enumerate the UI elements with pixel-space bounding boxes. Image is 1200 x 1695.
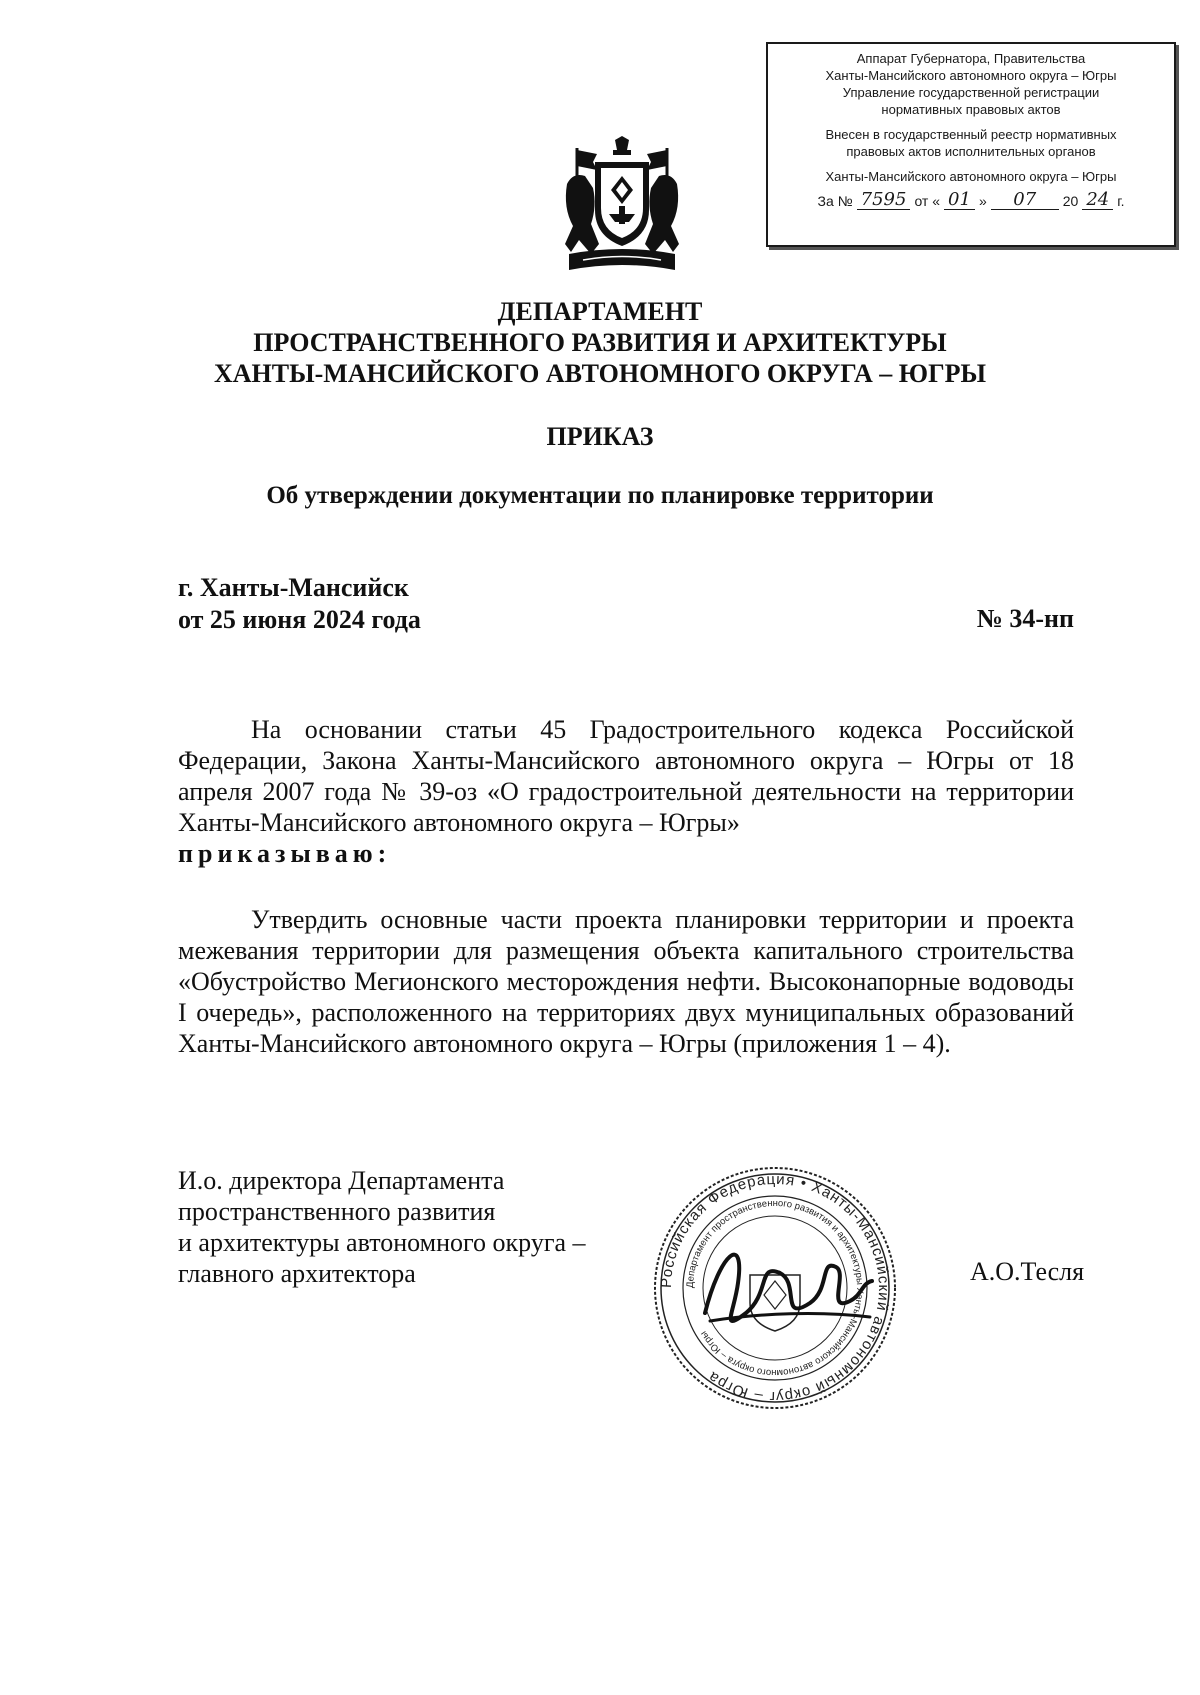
dept-line: ПРОСТРАНСТВЕННОГО РАЗВИТИЯ И АРХИТЕКТУРЫ <box>253 328 947 357</box>
coat-of-arms-icon <box>563 136 681 276</box>
stamp-line: Ханты-Мансийского автономного округа – Югры <box>825 68 1117 83</box>
reg-year-prefix: 20 <box>1062 193 1079 209</box>
reg-year-suffix: 24 <box>1082 191 1113 210</box>
stamp-line: Внесен в государственный реестр нормативных <box>825 127 1117 142</box>
order-subject: Об утверждении документации по планировке территории <box>266 482 934 509</box>
order-title: ПРИКАЗ <box>546 422 654 451</box>
stamp-line: Аппарат Губернатора, Правительства <box>856 51 1086 66</box>
official-seal <box>650 1163 900 1413</box>
department-heading <box>0 296 1200 389</box>
stamp-line: Управление государственной регистрации <box>842 85 1100 100</box>
signatory-title <box>178 1165 586 1289</box>
signatory-title-line: пространственного развития <box>178 1197 496 1226</box>
reg-num-prefix: За № <box>817 193 853 209</box>
order-paragraph: Утвердить основные части проекта планировки территории и проекта межевания территории для размещения объекта капитального строительства «Обустройство Мегионского месторождения нефти. Высоконапорные водоводы I очередь», расположенного на территориях двух муниципальных образований Ханты-Мансийского автономного округа – Югры (приложения 1 – 4). <box>178 905 1074 1058</box>
signatory-title-line: И.о. директора Департамента <box>178 1166 505 1195</box>
seal-inner-text: Департамент пространственного развития и архитектуры Ханты-Мансийского автономного округа – Югры <box>684 1197 866 1379</box>
signatory-name: А.О.Тесля <box>970 1257 1085 1286</box>
stamp-line: нормативных правовых актов <box>881 102 1061 117</box>
preamble-paragraph <box>178 714 1074 869</box>
reg-year-label: г. <box>1117 193 1125 209</box>
stamp-line: правовых актов исполнительных органов <box>846 144 1096 159</box>
place-and-date <box>178 572 421 636</box>
order-word: приказываю: <box>178 839 392 868</box>
order-number: № 34-нп <box>976 604 1074 633</box>
city: г. Ханты-Мансийск <box>178 573 409 602</box>
order-date: от 25 июня 2024 года <box>178 605 421 634</box>
registration-stamp <box>766 42 1176 247</box>
dept-line: ХАНТЫ-МАНСИЙСКОГО АВТОНОМНОГО ОКРУГА – ЮГРЫ <box>213 359 987 388</box>
reg-day: 01 <box>944 191 975 210</box>
seal-outer-text: Российская Федерация • Ханты-Мансийский автономный округ – Югра <box>657 1170 893 1406</box>
signatory-title-line: и архитектуры автономного округа – <box>178 1228 586 1257</box>
dept-line: ДЕПАРТАМЕНТ <box>497 297 703 326</box>
reg-num-value: 7595 <box>857 191 911 210</box>
reg-day-close: » <box>978 193 987 209</box>
signatory-title-line: главного архитектора <box>178 1259 416 1288</box>
reg-month: 07 <box>991 191 1059 210</box>
registration-number-row <box>772 191 1170 210</box>
preamble-text: На основании статьи 45 Градостроительного кодекса Российской Федерации, Закона Ханты-Мансийского автономного округа – Югры от 18 апреля 2007 года № 39-оз «О градостроительной деятельности на территории Ханты-Мансийского автономного округа – Югры» <box>178 715 1074 837</box>
reg-from-label: от « <box>914 193 941 209</box>
stamp-line: Ханты-Мансийского автономного округа – Югры <box>825 169 1117 184</box>
